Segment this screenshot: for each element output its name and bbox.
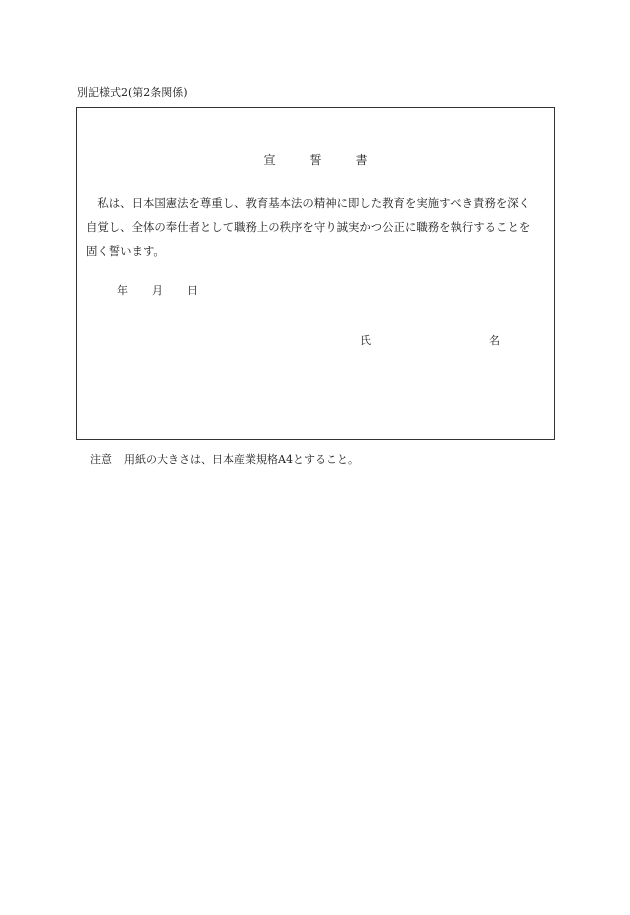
month-label: 月 (152, 284, 163, 297)
year-label: 年 (117, 284, 128, 297)
note-text: 用紙の大きさは、日本産業規格A4とすること。 (124, 453, 359, 466)
date-line (117, 282, 198, 298)
form-number: 別記様式2(第2条関係) (77, 86, 188, 99)
given-name-label: 名 (489, 334, 500, 347)
oath-form-box (76, 107, 555, 440)
day-label: 日 (187, 284, 198, 297)
footnote (90, 451, 359, 467)
note-label: 注意 (90, 453, 112, 466)
oath-text: 私は、日本国憲法を尊重し、教育基本法の精神に即した教育を実施すべき責務を深く自覚し、全体の奉仕者として職務上の秩序を守り誠実かつ公正に職務を執行することを固く誓います。 (86, 196, 531, 258)
document-title: 宣誓書 (263, 153, 402, 167)
signature-line (360, 332, 500, 348)
family-name-label: 氏 (360, 334, 371, 347)
